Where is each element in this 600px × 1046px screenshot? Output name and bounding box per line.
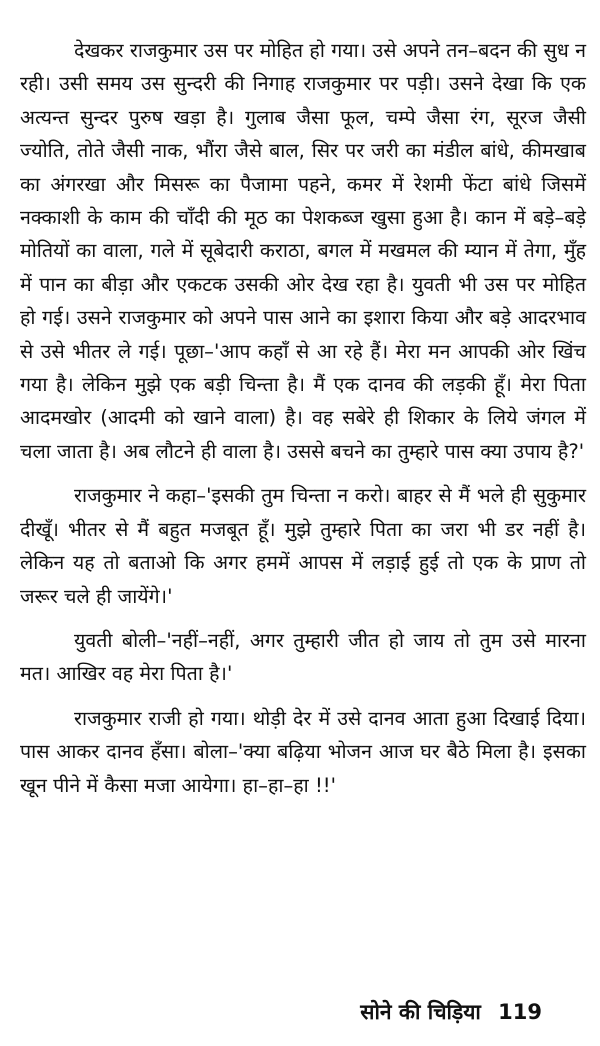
page-number: 119	[498, 1000, 542, 1024]
book-title: सोने की चिड़िया	[360, 1000, 481, 1024]
paragraph-3: युवती बोली–'नहीं–नहीं, अगर तुम्हारी जीत हो जाय तो तुम उसे मारना मत। आखिर वह मेरा पिता है।'	[20, 628, 586, 686]
paragraph-2: राजकुमार ने कहा–'इसकी तुम चिन्ता न करो। बाहर से मैं भले ही सुकुमार दीखूँ। भीतर से मैं बहुत मजबूत हूँ। मुझे तुम्हारे पिता का जरा भी डर नहीं है। लेकिन यह तो बताओ कि अगर हममें आपस में लड़ाई हुई तो एक के प्राण तो जरूर चले ही जायेंगे।'	[20, 484, 586, 608]
page-footer	[360, 998, 542, 1026]
page-body	[20, 34, 586, 802]
paragraph-4: राजकुमार राजी हो गया। थोड़ी देर में उसे दानव आता हुआ दिखाई दिया। पास आकर दानव हँसा। बोला–'क्या बढ़िया भोजन आज घर बैठे मिला है। इसका खून पीने में कैसा मजा आयेगा। हा–हा–हा !!'	[20, 706, 586, 797]
paragraph-1: देखकर राजकुमार उस पर मोहित हो गया। उसे अपने तन–बदन की सुध न रही। उसी समय उस सुन्दरी की निगाह राजकुमार पर पड़ी। उसने देखा कि एक अत्यन्त सुन्दर पुरुष खड़ा है। गुलाब जैसा फूल, चम्पे जैसा रंग, सूरज जैसी ज्योति, तोते जैसी नाक, भौंरा जैसे बाल, सिर पर जरी का मंडील बांधे, कीमखाब का अंगरखा और मिसरू का पैजामा पहने, कमर में रेशमी फेंटा बांधे जिसमें नक्काशी के काम की चाँदी की मूठ का पेशकब्ज खुसा हुआ है। कान में बड़े–बड़े मोतियों का वाला, गले में सूबेदारी कराठा, बगल में मखमल की म्यान में तेगा, मुँह में पान का बीड़ा और एकटक उसकी ओर देख रहा है। युवती भी उस पर मोहित हो गई। उसने राजकुमार को अपने पास आने का इशारा किया और बड़े आदरभाव से उसे भीतर ले गई। पूछा–'आप कहाँ से आ रहे हैं। मेरा मन आपकी ओर खिंच गया है। लेकिन मुझे एक बड़ी चिन्ता है। मैं एक दानव की लड़की हूँ। मेरा पिता आदमखोर (आदमी को खाने वाला) है। वह सबेरे ही शिकार के लिये जंगल में चला जाता है। अब लौटने ही वाला है। उससे बचने का तुम्हारे पास क्या उपाय है?'	[20, 39, 586, 463]
